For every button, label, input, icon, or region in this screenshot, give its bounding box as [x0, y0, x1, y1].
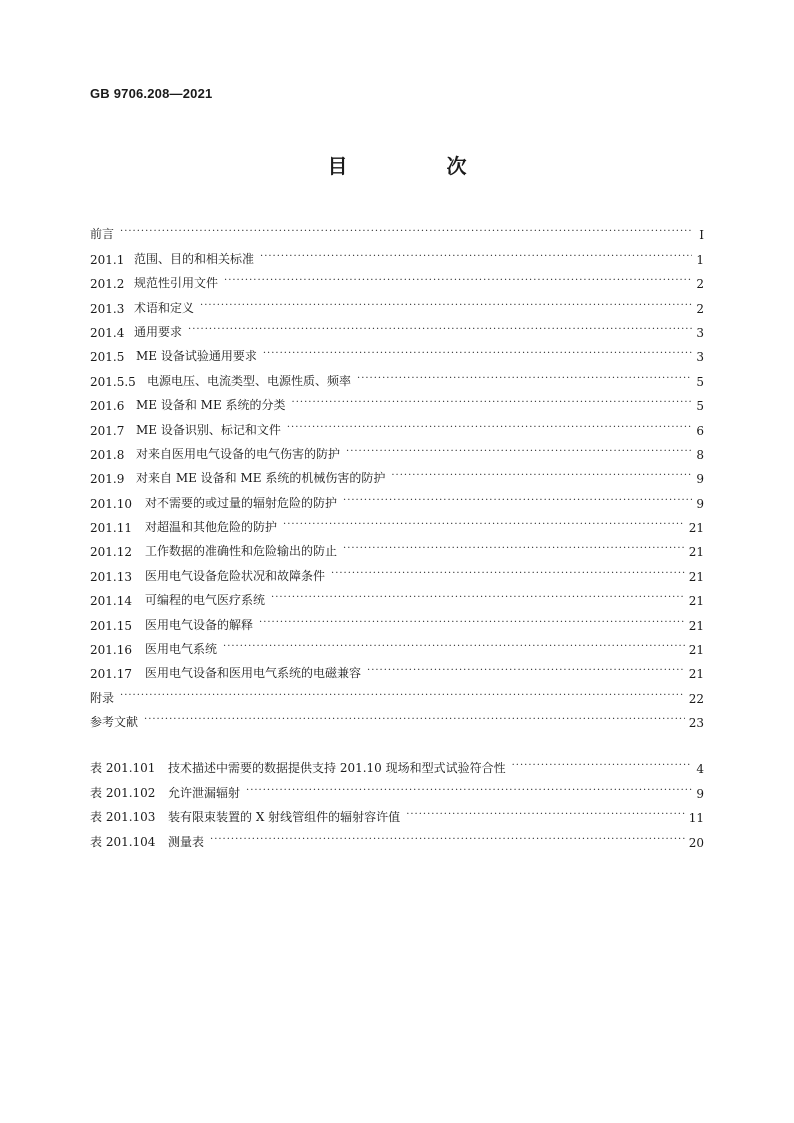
entry-title: 术语和定义 — [134, 300, 195, 315]
page-number: 21 — [688, 643, 704, 658]
page-number: 9 — [696, 496, 704, 511]
entry-title: 前言 — [90, 227, 115, 242]
toc-entry[interactable] — [90, 218, 704, 242]
dot-leader — [188, 323, 692, 337]
entry-title: 规范性引用文件 — [134, 276, 219, 291]
dot-leader — [406, 808, 685, 822]
entry-title: ME 设备识别、标记和文件 — [136, 422, 281, 437]
entry-number: 表 201.104 — [90, 834, 156, 849]
page-number: I — [699, 228, 704, 243]
entry-number: 201.5.5 — [90, 374, 136, 389]
entry-title: 允许泄漏辐射 — [168, 785, 241, 800]
table-list-entry[interactable] — [90, 825, 704, 849]
dot-leader — [512, 759, 692, 773]
entry-title: 对不需要的或过量的辐射危险的防护 — [145, 495, 338, 510]
page-number: 2 — [696, 277, 704, 292]
dot-leader — [259, 616, 685, 630]
toc-entry[interactable] — [90, 584, 704, 608]
entry-title: 附录 — [90, 690, 115, 705]
dot-leader — [246, 784, 692, 798]
page-number: 9 — [696, 472, 704, 487]
table-list-entry[interactable] — [90, 801, 704, 825]
page-number: 3 — [696, 325, 704, 340]
dot-leader — [343, 542, 685, 556]
toc-entry[interactable] — [90, 291, 704, 315]
toc-entry[interactable] — [90, 462, 704, 486]
toc-entry[interactable] — [90, 535, 704, 559]
toc-entry[interactable] — [90, 389, 704, 413]
page-number: 22 — [688, 691, 704, 706]
table-list-entry[interactable] — [90, 752, 704, 776]
dot-leader — [210, 833, 685, 847]
toc-entry[interactable] — [90, 242, 704, 266]
entry-title: 测量表 — [168, 834, 205, 849]
entry-title: 可编程的电气医疗系统 — [145, 593, 266, 608]
entry-title: 医用电气系统 — [145, 642, 218, 657]
entry-number: 201.16 — [90, 643, 132, 658]
page-number: 20 — [688, 835, 704, 850]
dot-leader — [283, 518, 685, 532]
entry-title: 参考文献 — [90, 715, 139, 730]
standard-number: GB 9706.208—2021 — [90, 86, 213, 101]
entry-title: 电源电压、电流类型、电源性质、频率 — [147, 373, 352, 388]
page-number: 5 — [696, 399, 704, 414]
entry-title: 范围、目的和相关标准 — [134, 251, 255, 266]
dot-leader — [292, 396, 692, 410]
toc-entry[interactable] — [90, 267, 704, 291]
entry-title: 医用电气设备和医用电气系统的电磁兼容 — [145, 666, 362, 681]
entry-number: 201.11 — [90, 521, 132, 536]
dot-leader — [331, 567, 685, 581]
entry-title: 医用电气设备危险状况和故障条件 — [145, 568, 326, 583]
entry-number: 表 201.103 — [90, 810, 156, 825]
dot-leader — [343, 494, 692, 508]
toc-entry[interactable] — [90, 706, 704, 730]
entry-number: 201.14 — [90, 594, 132, 609]
entry-title: 对超温和其他危险的防护 — [145, 520, 278, 535]
toc-entry[interactable] — [90, 340, 704, 364]
page-number: 11 — [688, 811, 704, 826]
entry-title: ME 设备试验通用要求 — [136, 349, 257, 364]
entry-number: 201.2 — [90, 277, 125, 292]
toc-entry[interactable] — [90, 316, 704, 340]
page-number: 1 — [696, 252, 704, 267]
entry-title: 通用要求 — [134, 324, 183, 339]
entry-number: 201.10 — [90, 496, 132, 511]
page-title: 目 次 — [327, 154, 513, 178]
dot-leader — [271, 591, 685, 605]
table-list-entry[interactable] — [90, 776, 704, 800]
entry-number: 201.1 — [90, 252, 125, 267]
toc-entry[interactable] — [90, 364, 704, 388]
dot-leader — [223, 640, 685, 654]
entry-title: 医用电气设备的解释 — [145, 617, 254, 632]
entry-number: 表 201.101 — [90, 761, 156, 776]
page-number: 21 — [688, 521, 704, 536]
entry-number: 表 201.102 — [90, 785, 156, 800]
page-number: 9 — [696, 786, 704, 801]
page-number: 2 — [696, 301, 704, 316]
entry-number: 201.7 — [90, 423, 125, 438]
toc-entry[interactable] — [90, 511, 704, 535]
dot-leader — [391, 469, 692, 483]
page-number: 21 — [688, 569, 704, 584]
entry-title: 对来自 ME 设备和 ME 系统的机械伤害的防护 — [136, 471, 386, 486]
page-number: 4 — [696, 762, 704, 777]
dot-leader — [144, 713, 685, 727]
entry-title: 对来自医用电气设备的电气伤害的防护 — [136, 446, 341, 461]
page-number: 3 — [696, 350, 704, 365]
toc-entry[interactable] — [90, 486, 704, 510]
dot-leader — [346, 445, 692, 459]
entry-title: 技术描述中需要的数据提供支持 201.10 现场和型式试验符合性 — [168, 761, 506, 776]
dot-leader — [260, 250, 692, 264]
dot-leader — [224, 274, 692, 288]
entry-number: 201.12 — [90, 545, 132, 560]
toc-entry[interactable] — [90, 681, 704, 705]
page-number: 6 — [696, 423, 704, 438]
entry-title: 工作数据的准确性和危险输出的防止 — [145, 544, 338, 559]
table-of-contents — [90, 218, 704, 730]
dot-leader — [367, 664, 685, 678]
entry-number: 201.15 — [90, 618, 132, 633]
dot-leader — [120, 689, 685, 703]
page-number: 21 — [688, 667, 704, 682]
list-of-tables — [90, 752, 704, 850]
page-number: 5 — [696, 374, 704, 389]
toc-entry[interactable] — [90, 559, 704, 583]
entry-title: 装有限束装置的 X 射线管组件的辐射容许值 — [168, 810, 401, 825]
dot-leader — [357, 372, 692, 386]
page-number: 8 — [696, 447, 704, 462]
toc-entry[interactable] — [90, 413, 704, 437]
entry-number: 201.9 — [90, 472, 125, 487]
toc-entry[interactable] — [90, 633, 704, 657]
page-number: 21 — [688, 594, 704, 609]
dot-leader — [120, 225, 692, 239]
toc-entry[interactable] — [90, 438, 704, 462]
dot-leader — [200, 299, 692, 313]
entry-number: 201.4 — [90, 325, 125, 340]
page-number: 21 — [688, 545, 704, 560]
dot-leader — [287, 421, 692, 435]
entry-number: 201.17 — [90, 667, 132, 682]
entry-number: 201.13 — [90, 569, 132, 584]
entry-title: ME 设备和 ME 系统的分类 — [136, 398, 286, 413]
toc-entry[interactable] — [90, 608, 704, 632]
dot-leader — [263, 347, 692, 361]
toc-entry[interactable] — [90, 657, 704, 681]
entry-number: 201.5 — [90, 350, 125, 365]
entry-number: 201.6 — [90, 399, 125, 414]
entry-number: 201.8 — [90, 447, 125, 462]
entry-number: 201.3 — [90, 301, 125, 316]
page-number: 23 — [688, 716, 704, 731]
page-number: 21 — [688, 618, 704, 633]
